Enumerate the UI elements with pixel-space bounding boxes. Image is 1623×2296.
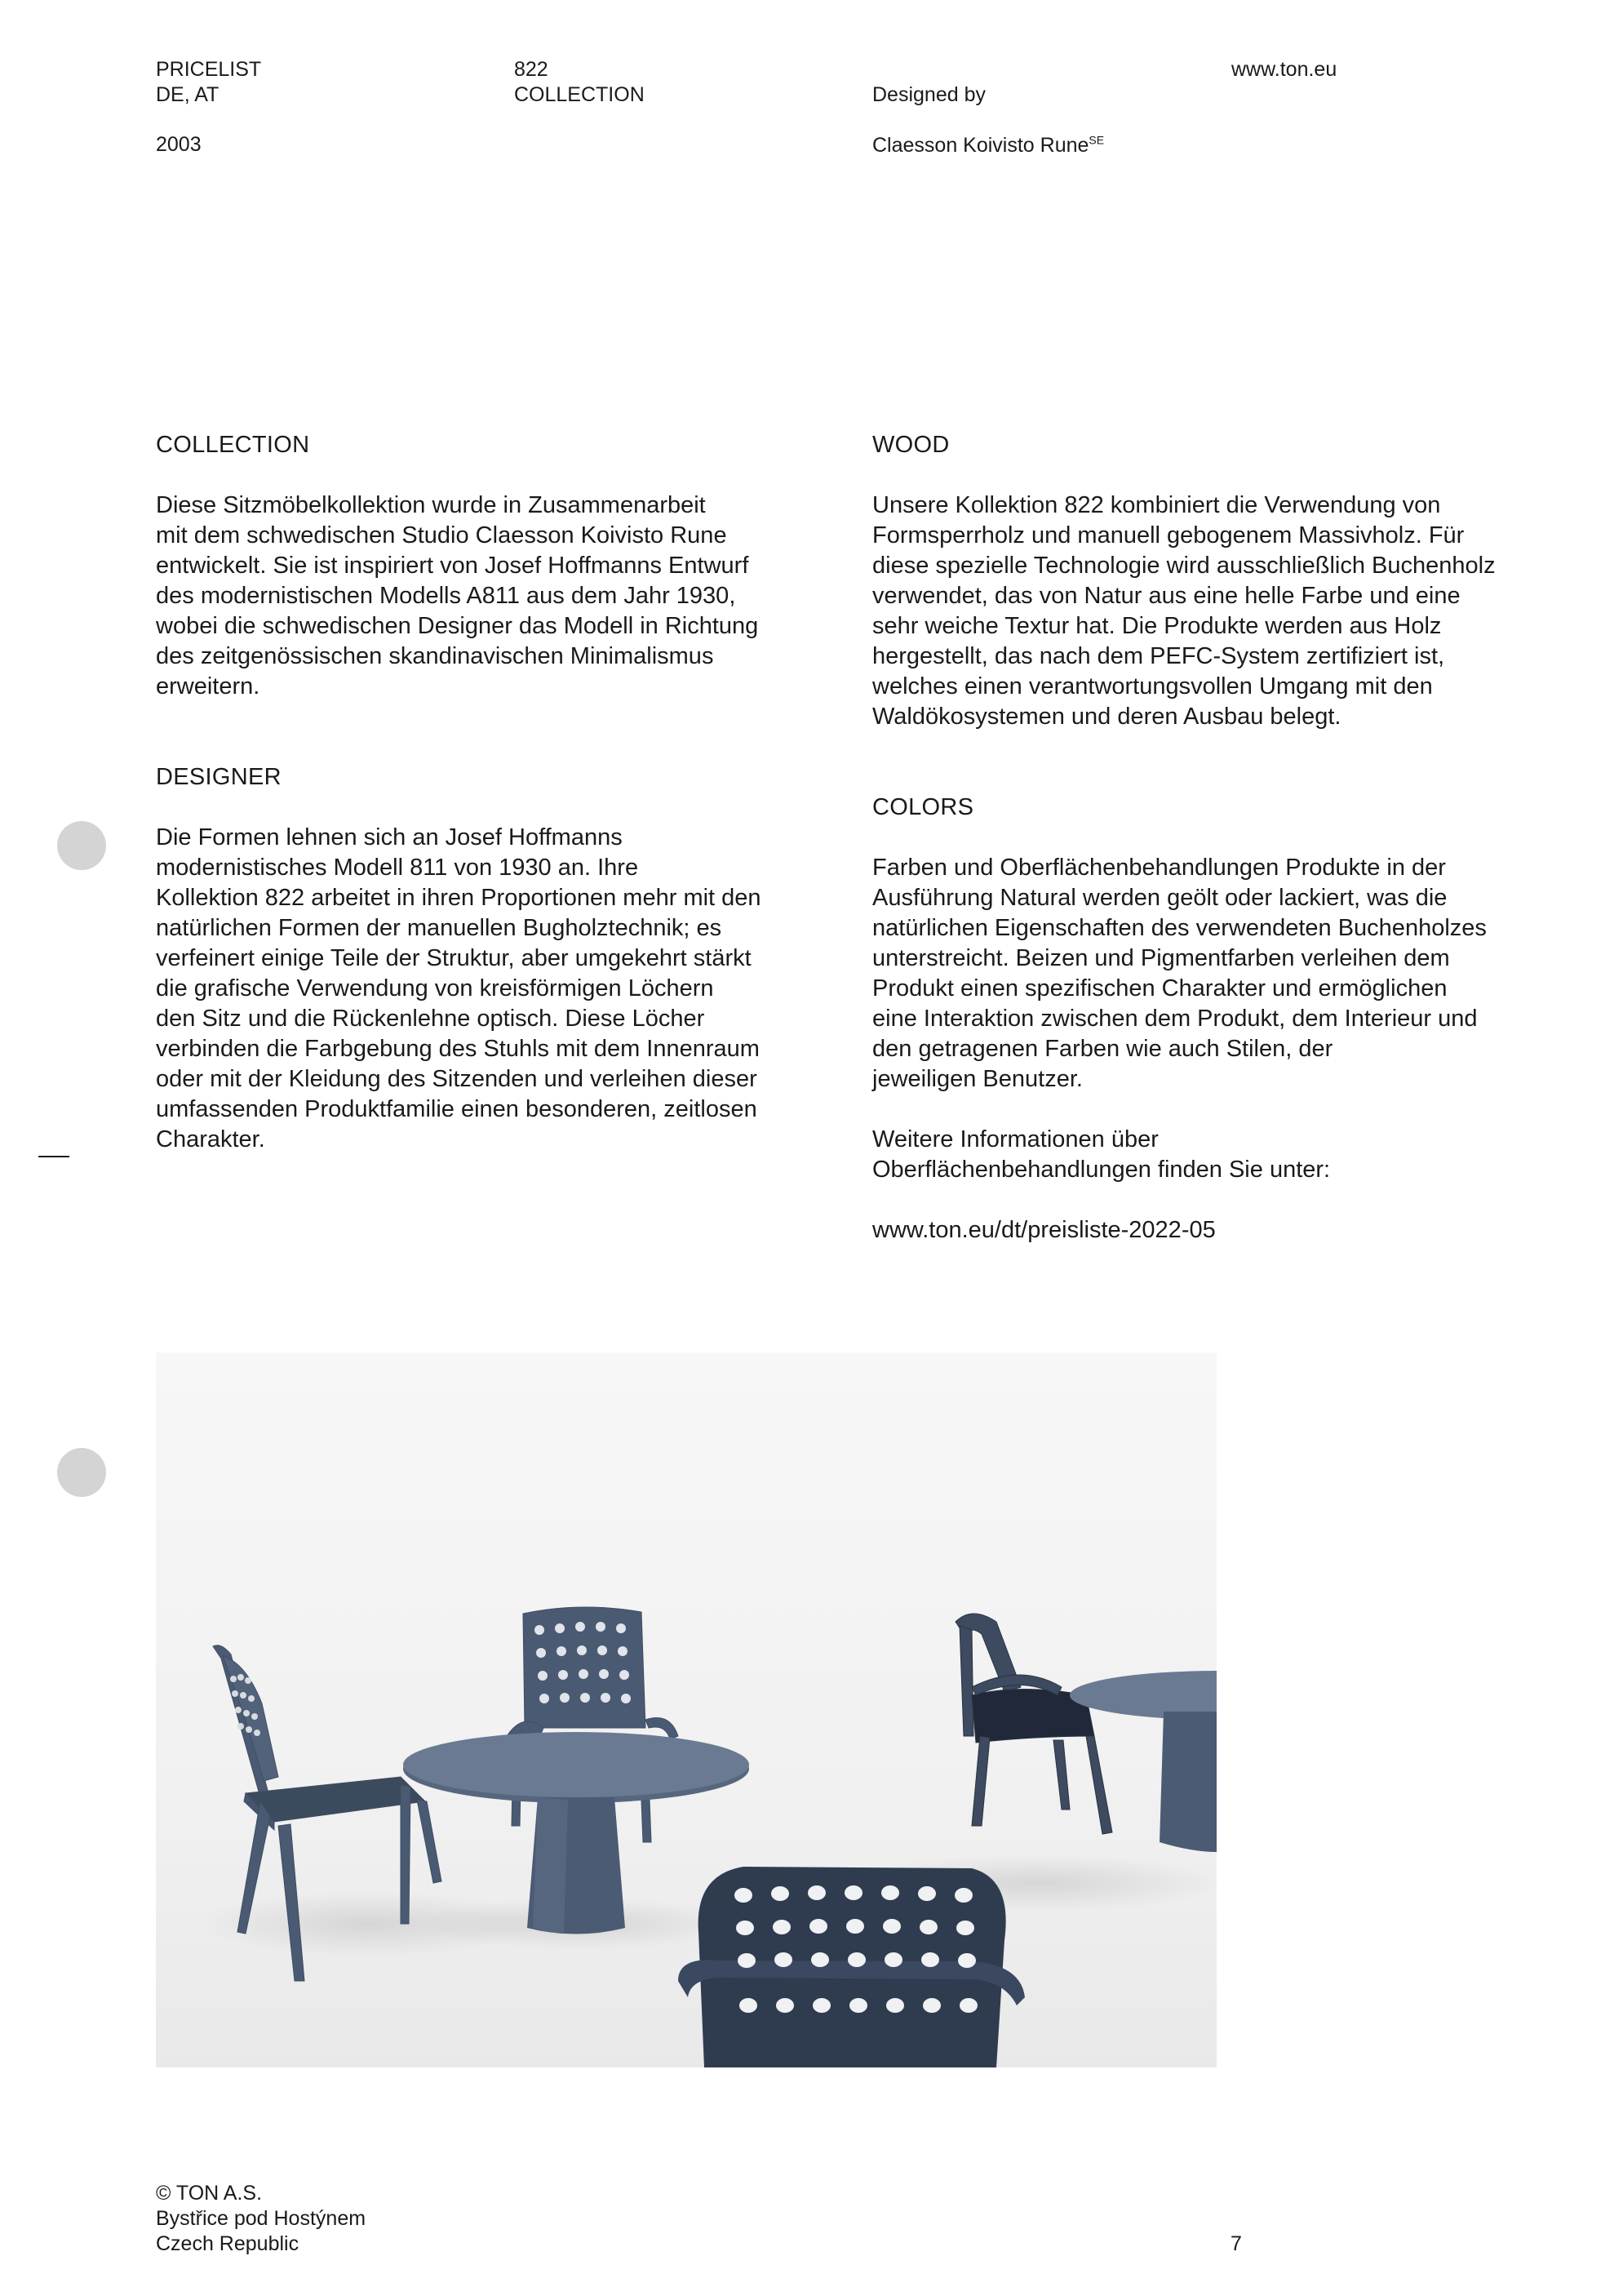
wood-text: Unsere Kollektion 822 kombiniert die Verwendung von Formsperrholz und manuell gebogenem Massivholz. Für diese spezielle Technologie wird ausschließlich Buchenholz verwendet, das von Natur aus eine helle Farbe und eine sehr weiche Textur hat. Die Produkte werden aus Holz hergestellt, das nach dem PEFC-System zertifiziert ist, welches einen verantwortungsvollen Umgang mit den Waldökosystemen und deren Ausbau belegt. — [872, 492, 1496, 730]
colors-text: Farben und Oberflächenbehandlungen Produkte in der Ausführung Natural werden geölt oder lackiert, was die natürlichen Eigenschaften des verwendeten Buchenholzes unterstreicht. Beizen und Pigmentfarben verleihen dem Produkt einen spezifischen Charakter und ermöglichen eine Interaktion zwischen dem Produkt, dem Interieur und den getragenen Farben wie auch Stilen, der jeweiligen Benutzer. — [872, 855, 1487, 1092]
collection-text: Diese Sitzmöbelkollektion wurde in Zusammenarbeit mit dem schwedischen Studio Claesson Koivisto Rune entwickelt. Sie ist inspiriert von Josef Hoffmanns Entwurf des modernistischen Modells A811 aus dem Jahr 1930, wobei die schwedischen Designer das Modell in Richtung des zeitgenössischen skandinavischen Minimalismus erweitern. — [156, 492, 759, 699]
header-designed-by — [872, 57, 1104, 184]
punch-hole-bottom — [57, 1448, 106, 1497]
punch-hole-top — [57, 821, 106, 870]
header-year: 2003 — [156, 133, 202, 156]
designed-by-label: Designed by — [872, 83, 986, 106]
header-website[interactable]: www.ton.eu — [1231, 58, 1337, 81]
colors-more-info: Weitere Informationen über Oberflächenbehandlungen finden Sie unter: — [872, 1126, 1331, 1183]
collection-heading: COLLECTION — [156, 432, 310, 458]
designer-country: SE — [1089, 133, 1105, 147]
footer-company: © TON A.S. Bystřice pod Hostýnem Czech Republic — [156, 2182, 366, 2255]
colors-heading: COLORS — [872, 794, 974, 820]
fold-mark — [38, 1156, 69, 1157]
designer-heading: DESIGNER — [156, 764, 282, 790]
designer-name: Claesson Koivisto Rune$^{SE}$ — [872, 133, 1105, 157]
header-pricelist: PRICELIST DE, AT — [156, 58, 262, 106]
page-number: 7 — [1231, 2232, 1242, 2255]
wood-heading: WOOD — [872, 432, 950, 458]
product-photo — [156, 1352, 1217, 2067]
designer-text: Die Formen lehnen sich an Josef Hoffmanns modernistisches Modell 811 von 1930 an. Ihre Kollektion 822 arbeitet in ihren Proportionen mehr mit den natürlichen Formen der manuellen Bugholztechnik; es verfeinert einige Teile der Struktur, aber umgekehrt stärkt die grafische Verwendung von kreisförmigen Löchern den Sitz und die Rückenlehne optisch. Diese Löcher verbinden die Farbgebung des Stuhls mit dem Innenraum oder mit der Kleidung des Sitzenden und verleihen dieser umfassenden Produktfamilie einen besonderen, zeitlosen Charakter. — [156, 824, 761, 1152]
header-collection: 822 COLLECTION — [514, 58, 645, 106]
colors-link[interactable]: www.ton.eu/dt/preisliste-2022-05 — [872, 1217, 1216, 1243]
